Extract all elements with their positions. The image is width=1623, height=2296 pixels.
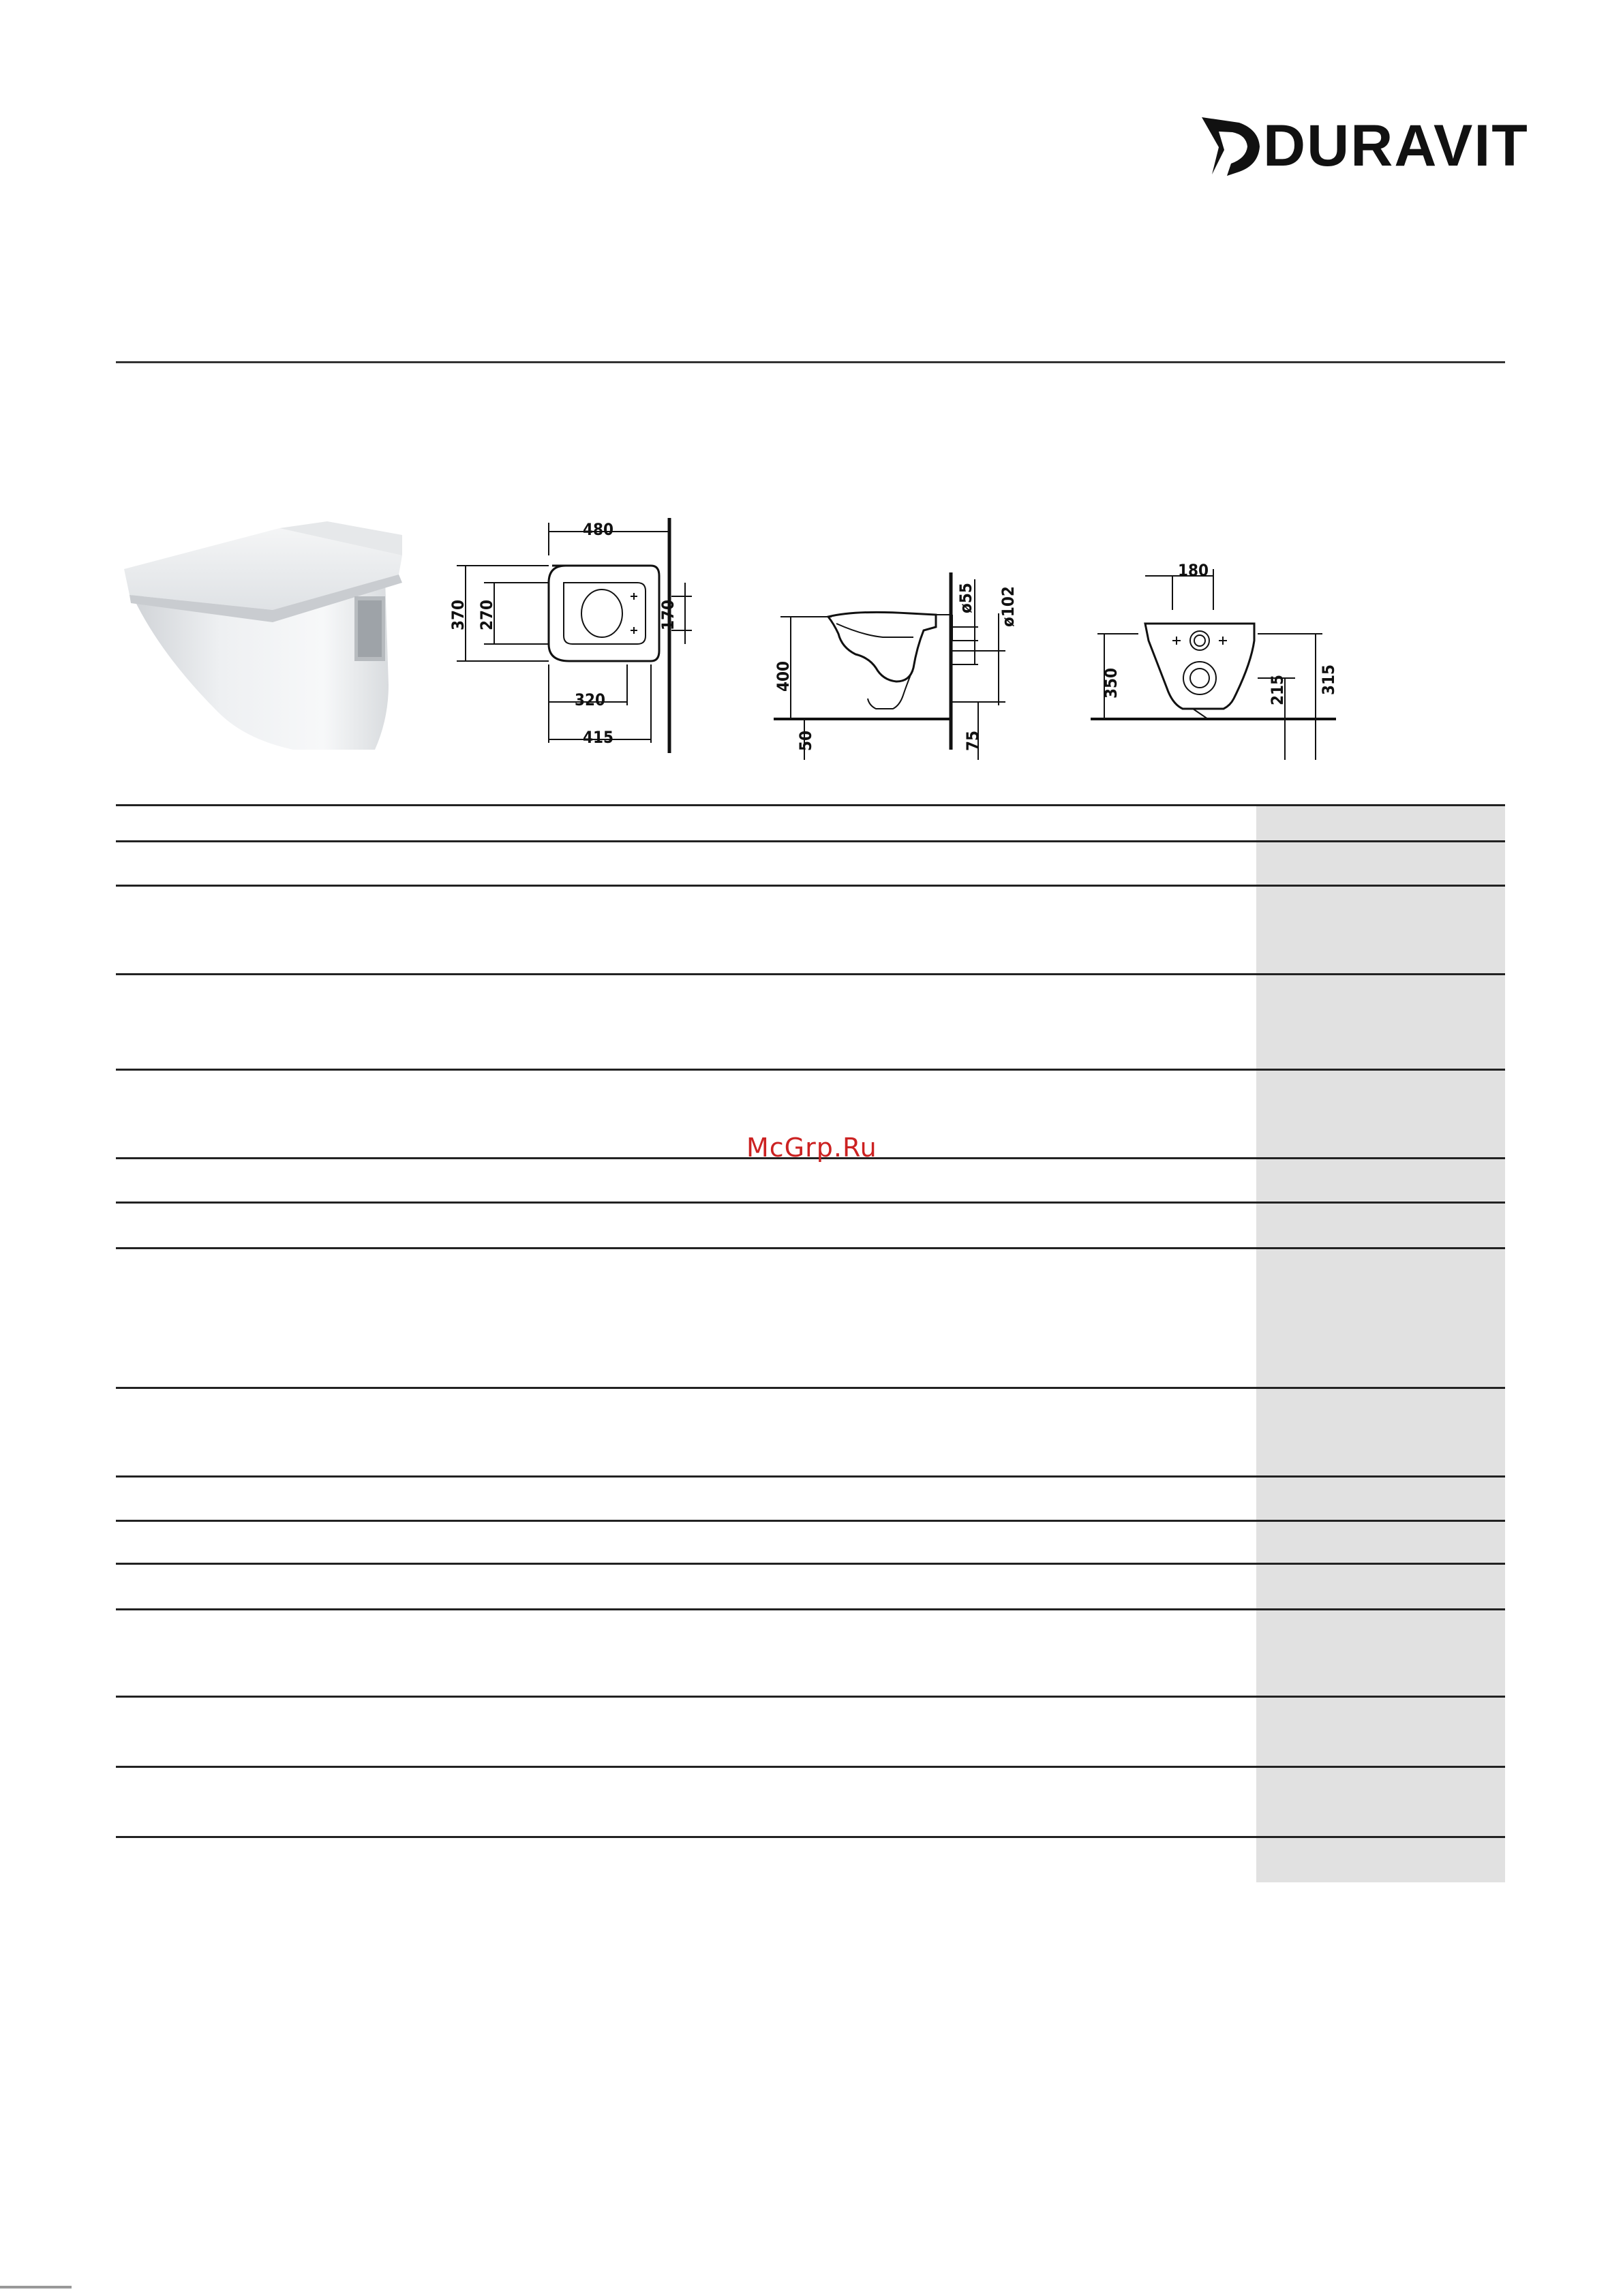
value-cell <box>1256 1522 1505 1563</box>
value-cell <box>1256 842 1505 885</box>
value-cell <box>1256 1204 1505 1247</box>
dim-fixing-spacing: 170 <box>658 599 678 630</box>
table-row <box>116 842 1505 887</box>
back-view-drawing <box>1091 562 1336 760</box>
product-photo <box>116 515 416 753</box>
header-divider <box>116 361 1505 363</box>
table-row <box>116 1159 1505 1204</box>
dim-outlet-diameter: ø102 <box>999 586 1018 627</box>
value-cell <box>1256 1565 1505 1608</box>
value-cell <box>1256 1478 1505 1520</box>
table-row <box>116 887 1505 975</box>
value-cell <box>1256 1249 1505 1387</box>
footer-mark <box>0 2286 72 2289</box>
dim-overall-length: 480 <box>583 520 614 539</box>
dim-total-height: 350 <box>1102 667 1121 699</box>
dim-inner-width: 270 <box>477 599 496 630</box>
dim-rim-height: 400 <box>774 660 793 692</box>
table-row <box>116 804 1505 842</box>
dolphin-icon <box>1198 109 1263 184</box>
table-row <box>116 1768 1505 1838</box>
value-cell <box>1256 1159 1505 1201</box>
value-cell <box>1256 806 1505 840</box>
dim-fixing-centres: 180 <box>1178 561 1209 580</box>
value-cell <box>1256 887 1505 973</box>
table-row <box>116 1478 1505 1522</box>
dim-overall-width: 370 <box>449 599 468 630</box>
duravit-logo <box>1198 109 1529 184</box>
table-row <box>116 1249 1505 1389</box>
dim-base-offset: 50 <box>796 730 815 751</box>
value-cell <box>1256 1610 1505 1696</box>
value-cell <box>1256 975 1505 1069</box>
dim-inlet-height: 315 <box>1319 664 1338 695</box>
top-view-drawing <box>446 515 678 760</box>
value-cell <box>1256 1698 1505 1766</box>
table-row <box>116 1565 1505 1610</box>
table-row <box>116 1389 1505 1478</box>
logo-wordmark: DURAVIT <box>1263 113 1529 179</box>
dim-fixing-length: 415 <box>583 728 614 747</box>
table-row <box>116 1204 1505 1249</box>
table-row <box>116 975 1505 1071</box>
table-row <box>116 1522 1505 1565</box>
spec-table <box>116 804 1505 1882</box>
dim-inlet-diameter: ø55 <box>956 583 975 613</box>
table-row <box>116 1838 1505 1882</box>
table-row <box>116 1610 1505 1698</box>
table-row <box>116 1698 1505 1768</box>
dim-outlet-offset: 75 <box>963 730 982 751</box>
dim-outlet-height: 215 <box>1268 674 1287 705</box>
watermark: McGrp.Ru <box>746 1133 877 1163</box>
side-view-drawing <box>774 572 1046 760</box>
value-cell <box>1256 1768 1505 1836</box>
dim-rim-length: 320 <box>575 690 606 709</box>
value-cell <box>1256 1389 1505 1475</box>
value-cell <box>1256 1838 1505 1882</box>
value-cell <box>1256 1071 1505 1157</box>
